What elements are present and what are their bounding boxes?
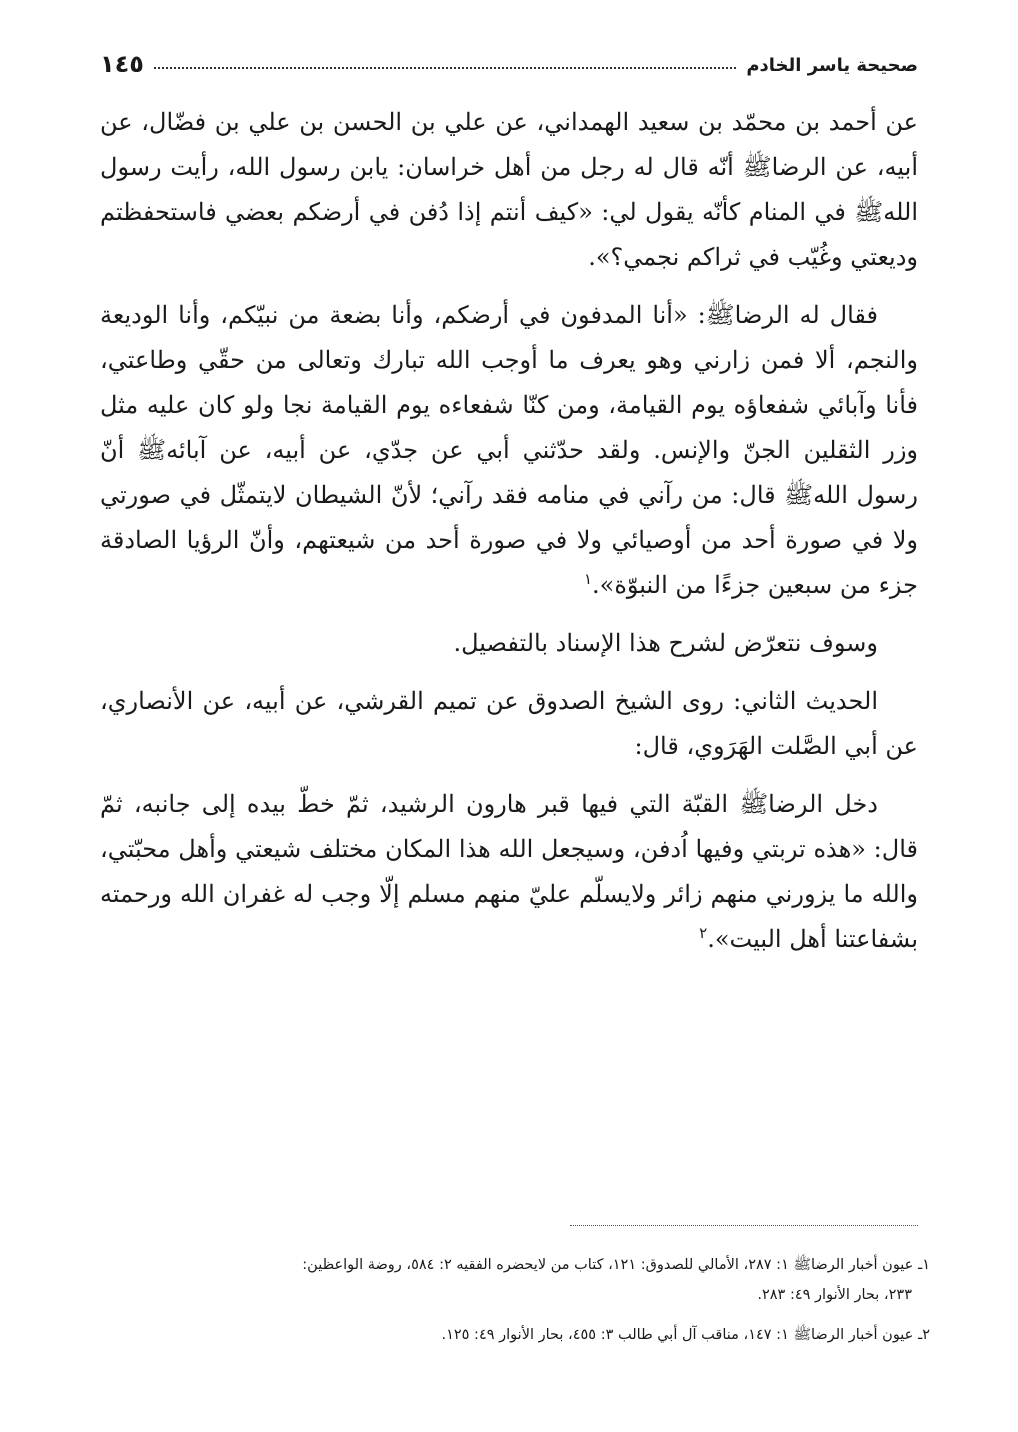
page-number: ١٤٥ [100, 50, 144, 78]
paragraph-2 [100, 293, 918, 608]
footnote-2 [100, 1320, 930, 1350]
footnote-separator [570, 1225, 918, 1226]
paragraph-4-text: الحديث الثاني: روى الشيخ الصدوق عن تميم القرشي، عن أبيه، عن الأنصاري، عن أبي الصَّلت الهَرَوي، قال: [100, 687, 918, 760]
paragraph-3 [100, 621, 918, 666]
page-header [100, 38, 918, 78]
paragraph-1-text: عن أحمد بن محمّد بن سعيد الهمداني، عن علي بن الحسن بن علي بن فضّال، عن أبيه، عن الرضاﷺ أنّه قال له رجل من أهل خراسان: يابن رسول الله، رأيت رسول اللهﷺ في المنام كأنّه يقول لي: «كيف أنتم إذا دُفن في أرضكم بعضي فاستحفظتم وديعتي وغُيّب في ثراكم نجمي؟». [100, 108, 919, 271]
body-text [100, 100, 918, 975]
footnote-marker-1[interactable]: ١ [583, 570, 593, 588]
header-dotted-leader [154, 67, 736, 69]
footnote-marker-2[interactable]: ٢ [699, 924, 708, 942]
paragraph-5 [100, 782, 918, 962]
footnotes [100, 1250, 930, 1360]
footnote-1-line-2: ٢٣٣، بحار الأنوار ٤٩: ٢٨٣. [757, 1287, 912, 1303]
paragraph-4 [100, 679, 918, 769]
footnote-1-line-1: ١ـ عيون أخبار الرضاﷺ ١: ٢٨٧، الأمالي للصدوق: ١٢١، كتاب من لايحضره الفقيه ٢: ٥٨٤، روضة الواعظين: [302, 1257, 930, 1273]
paragraph-5-text: دخل الرضاﷺ القبّة التي فيها قبر هارون الرشيد، ثمّ خطّ بيده إلى جانبه، ثمّ قال: «هذه تربتي وفيها اُدفن، وسيجعل الله هذا المكان مختلف شيعتي وأهل محبّتي، والله ما يزورني منهم زائر ولايسلّم عليّ منهم مسلم إلّا وجب له غفران الله ورحمته بشفاعتنا أهل البيت». [100, 790, 918, 953]
paragraph-1 [100, 100, 918, 280]
running-title: صحيحة ياسر الخادم [746, 55, 918, 76]
paragraph-3-text: وسوف نتعرّض لشرح هذا الإسناد بالتفصيل. [453, 629, 878, 657]
paragraph-2-text: فقال له الرضاﷺ: «أنا المدفون في أرضكم، وأنا بضعة من نبيّكم، وأنا الوديعة والنجم، ألا فمن زارني وهو يعرف ما أوجب الله تبارك وتعالى من حقّي وطاعتي، فأنا وآبائي شفعاؤه يوم القيامة، ومن كنّا شفعاءه يوم القيامة نجا ولو كان عليه مثل وزر الثقلين الجنّ والإنس. ولقد حدّثني أبي عن جدّي، عن أبيه، عن آبائه‌ﷺ أنّ رسول اللهﷺ قال: من رآني في منامه فقد رآني؛ لأنّ الشيطان لايتمثّل في صورتي ولا في صورة أحد من أوصيائي ولا في صورة أحد من شيعتهم، وأنّ الرؤيا الصادقة جزء من سبعين جزءًا من النبوّة». [100, 301, 919, 599]
footnote-1 [100, 1250, 930, 1310]
footnote-2-line-1: ٢ـ عيون أخبار الرضاﷺ ١: ١٤٧، مناقب آل أبي طالب ٣: ٤٥٥، بحار الأنوار ٤٩: ١٢٥. [441, 1327, 930, 1343]
